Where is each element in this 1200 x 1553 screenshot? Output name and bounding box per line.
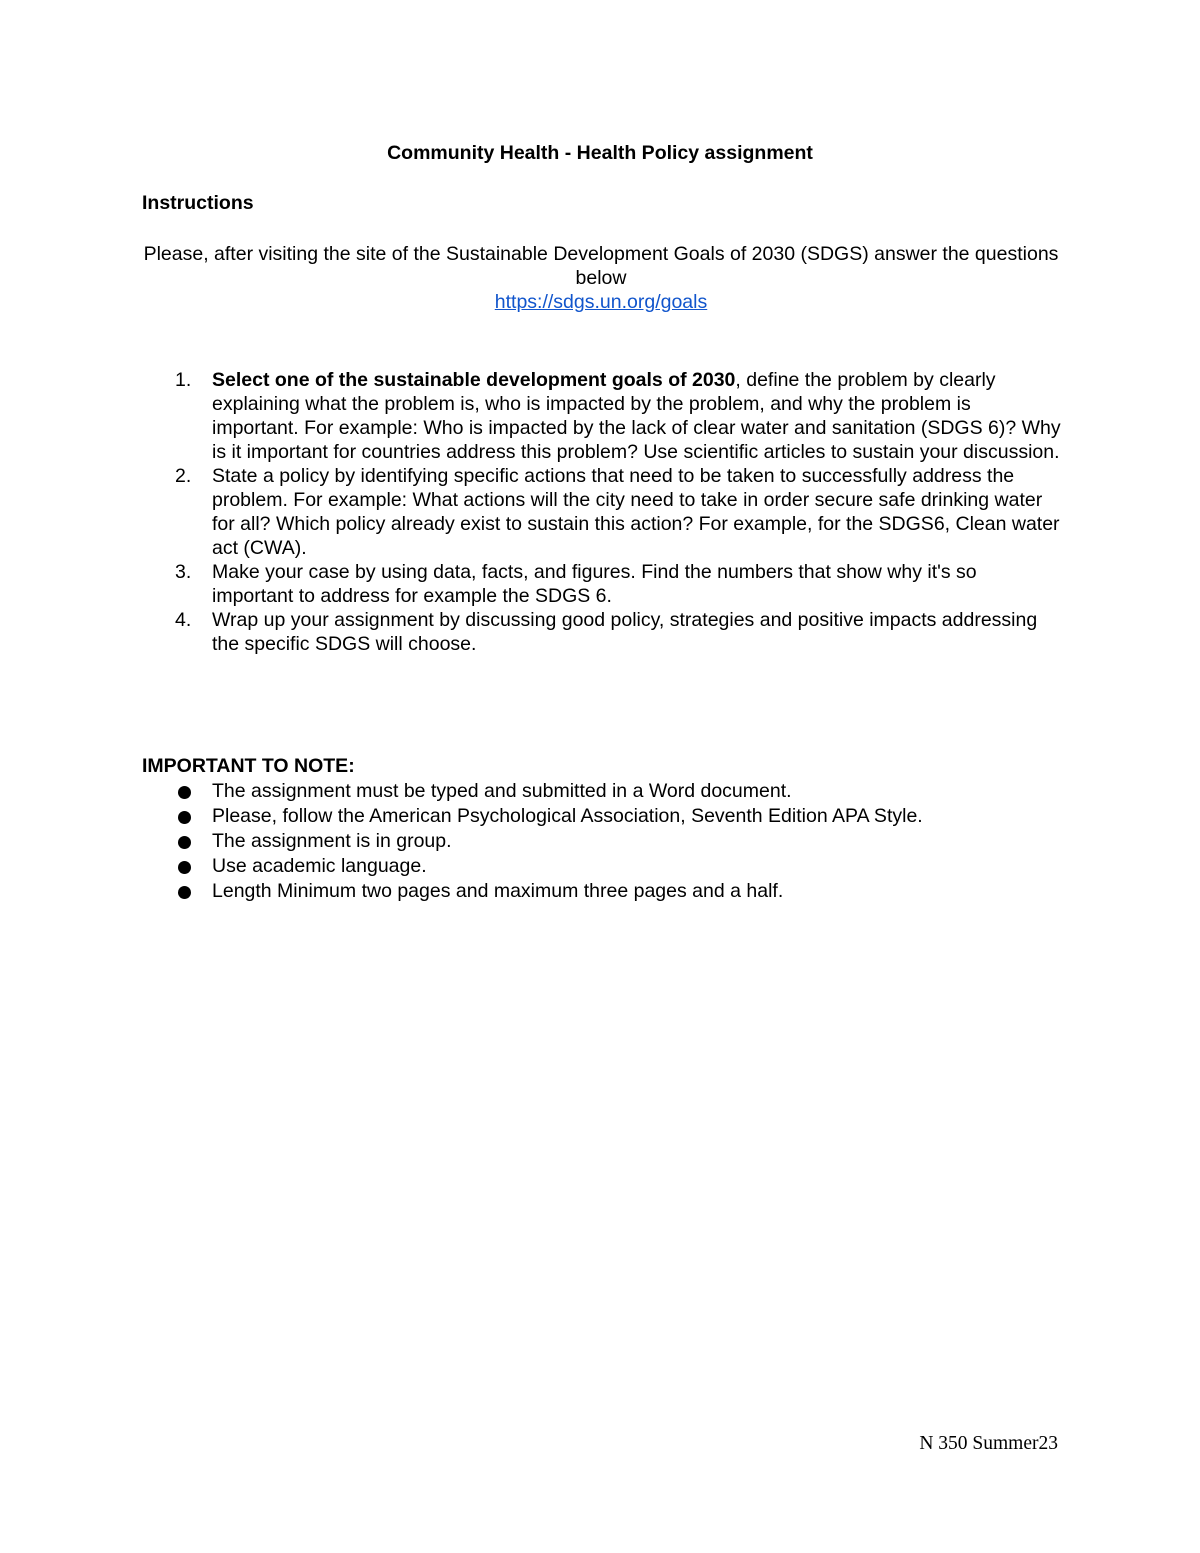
notes-list: [142, 779, 1062, 904]
note-item: [142, 804, 1062, 829]
bullet-icon: [178, 786, 191, 799]
question-number: 3.: [175, 561, 192, 583]
page-footer: N 350 Summer23: [919, 1433, 1058, 1454]
question-item: [142, 464, 1062, 560]
question-item: [142, 608, 1062, 656]
question-text: Wrap up your assignment by discussing good policy, strategies and positive impacts addressing the specific SDGS will choose.: [212, 609, 1038, 655]
sdgs-link[interactable]: https://sdgs.un.org/goals: [494, 291, 708, 313]
bullet-icon: [178, 886, 191, 899]
intro-paragraph: [142, 242, 1060, 314]
question-item: [142, 368, 1062, 464]
note-item: [142, 829, 1062, 854]
question-number: 2.: [175, 465, 192, 487]
bullet-icon: [178, 861, 191, 874]
note-text: Length Minimum two pages and maximum three pages and a half.: [212, 880, 784, 902]
bullet-icon: [178, 836, 191, 849]
question-text: , define the problem by clearly explaining what the problem is, who is impacted by the problem, and why the problem is important. For example: Who is impacted by the lack of clear water and sanitation (SDGS 6)? Why is it important for countries address this problem? Use scientific articles to sustain your discussion.: [212, 369, 1061, 463]
question-bold-text: Select one of the sustainable development goals of 2030: [212, 369, 736, 391]
question-text: State a policy by identifying specific actions that need to be taken to successfully address the problem. For example: What actions will the city need to take in order secure safe drinking water for all? Which policy already exist to sustain this action? For example, for the SDGS6, Clean water act (CWA).: [212, 465, 1060, 559]
question-item: [142, 560, 1062, 608]
note-text: The assignment must be typed and submitted in a Word document.: [212, 780, 792, 802]
question-list: [142, 368, 1062, 656]
question-text: Make your case by using data, facts, and figures. Find the numbers that show why it's so important to address for example the SDGS 6.: [212, 561, 977, 607]
important-note-heading: IMPORTANT TO NOTE:: [142, 755, 355, 777]
note-item: [142, 879, 1062, 904]
intro-text: Please, after visiting the site of the Sustainable Development Goals of 2030 (SDGS) answer the questions below: [143, 243, 1059, 289]
bullet-icon: [178, 811, 191, 824]
note-text: Use academic language.: [212, 855, 427, 877]
document-title: Community Health - Health Policy assignment: [387, 142, 813, 164]
instructions-heading: Instructions: [142, 192, 254, 214]
note-text: Please, follow the American Psychological Association, Seventh Edition APA Style.: [212, 805, 923, 827]
note-item: [142, 854, 1062, 879]
question-number: 1.: [175, 369, 192, 391]
question-number: 4.: [175, 609, 192, 631]
note-item: [142, 779, 1062, 804]
note-text: The assignment is in group.: [212, 830, 452, 852]
